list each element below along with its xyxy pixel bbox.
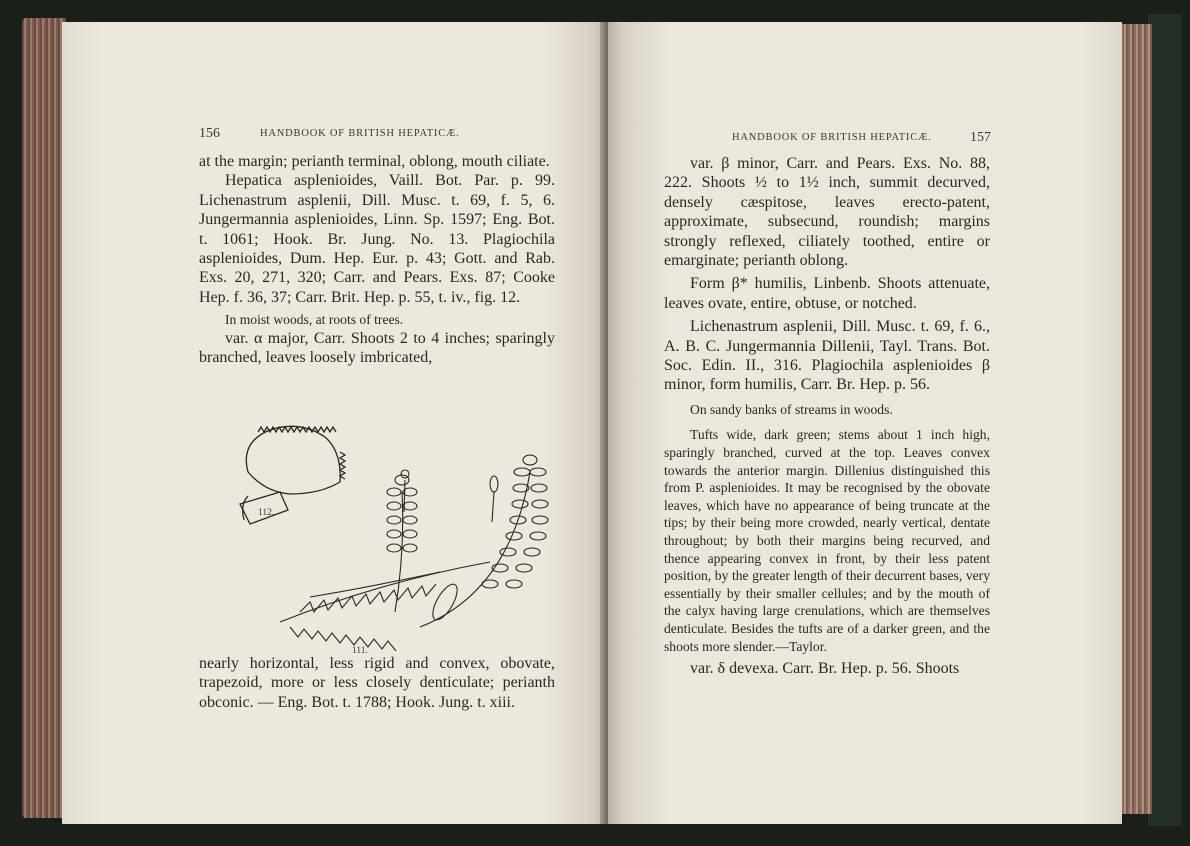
book-cover-right <box>1148 14 1182 826</box>
paragraph-habitat: In moist woods, at roots of trees. <box>225 312 404 328</box>
left-text-continuation <box>199 654 555 712</box>
paragraph-var-devexa: var. δ devexa. Carr. Br. Hep. p. 56. Shoots <box>690 660 960 678</box>
paragraph-description-taylor: Tufts wide, dark green; stems about 1 inch high, sparingly branched, curved at the top. Leaves convex towards the anterior margin. Dillenius distinguished this from P. asplenioides. It may be recognised by the obovate leaves, which have no appearance of being truncate at the tips; by their being more crowded, nearly vertical, dentate throughout; by both their margins being recurved, and thence appearing convex in front, by their less patent position, by the greater length of their decurrent bases, very essentially by their smaller cellules; and by the mouth of the calyx having large crenulations, which are themselves denticulate. Besides the tufts are of a darker green, and the shoots more slender.—Taylor. <box>664 427 990 654</box>
paragraph-1: at the margin; perianth terminal, oblong, mouth ciliate. <box>199 153 550 170</box>
upright-shoots-figure <box>387 455 548 627</box>
paragraph-synonyms: Hepatica asplenioides, Vaill. Bot. Par. p. 99. Lichenastrum asplenii, Dill. Musc. t. 69, f. 5, 6. Jungermannia asplenioides, Linn. Sp. 1597; Eng. Bot. t. 1061; Hook. Br. Jung. No. 13. Plagiochila asplenioides, Dum. Hep. Eur. p. 43; Gott. and Rab. Exs. 20, 271, 320; Carr. and Pears. Exs. 87; Cooke Hep. f. 36, 37; Carr. Brit. Hep. p. 55, t. iv., fig. 12. <box>199 172 555 306</box>
paragraph-continuation: nearly horizontal, less rigid and convex, obovate, trapezoid, more or less closely denticulate; perianth obconic. — Eng. Bot. t. 1788; Hook. Jung. t. xiii. <box>199 655 555 711</box>
page-number-right: 157 <box>970 130 991 145</box>
book-page-edges-right <box>1122 24 1152 814</box>
left-page <box>62 22 608 824</box>
figure-label-112: 112. <box>258 508 275 518</box>
leaf-detail-figure <box>240 426 345 524</box>
paragraph-habitat-minor: On sandy banks of streams in woods. <box>690 401 893 417</box>
running-head-left: HANDBOOK OF BRITISH HEPATICÆ. <box>260 128 460 139</box>
book-page-edges-left <box>22 18 66 818</box>
paragraph-form-humilis: Form β* humilis, Linbenb. Shoots attenuate, leaves ovate, entire, obtuse, or notched. <box>664 275 990 312</box>
page-number-left: 156 <box>199 126 220 141</box>
paragraph-var-minor: var. β minor, Carr. and Pears. Exs. No. 88, 222. Shoots ½ to 1½ inch, summit decurved, densely cæspitose, leaves erecto-patent, approximate, subsecund, roundish; margins strongly reflexed, ciliately toothed, entire or emarginate; perianth oblong. <box>664 155 990 270</box>
right-text-block <box>664 154 990 679</box>
botanical-illustration <box>230 412 560 662</box>
running-head-right: HANDBOOK OF BRITISH HEPATICÆ. <box>732 132 932 143</box>
figure-label-111: 111. <box>352 646 368 656</box>
paragraph-synonyms-minor: Lichenastrum asplenii, Dill. Musc. t. 69, f. 6., A. B. C. Jungermannia Dillenii, Tayl. Trans. Bot. Soc. Edin. II., 316. Plagiochila asplenioides β minor, form humilis, Carr. Br. Hep. p. 56. <box>664 318 990 394</box>
left-text-block <box>199 152 555 368</box>
paragraph-var-major: var. α major, Carr. Shoots 2 to 4 inches; sparingly branched, leaves loosely imbricated, <box>199 329 555 367</box>
right-page <box>608 22 1122 824</box>
creeping-shoot-figure <box>280 562 490 651</box>
